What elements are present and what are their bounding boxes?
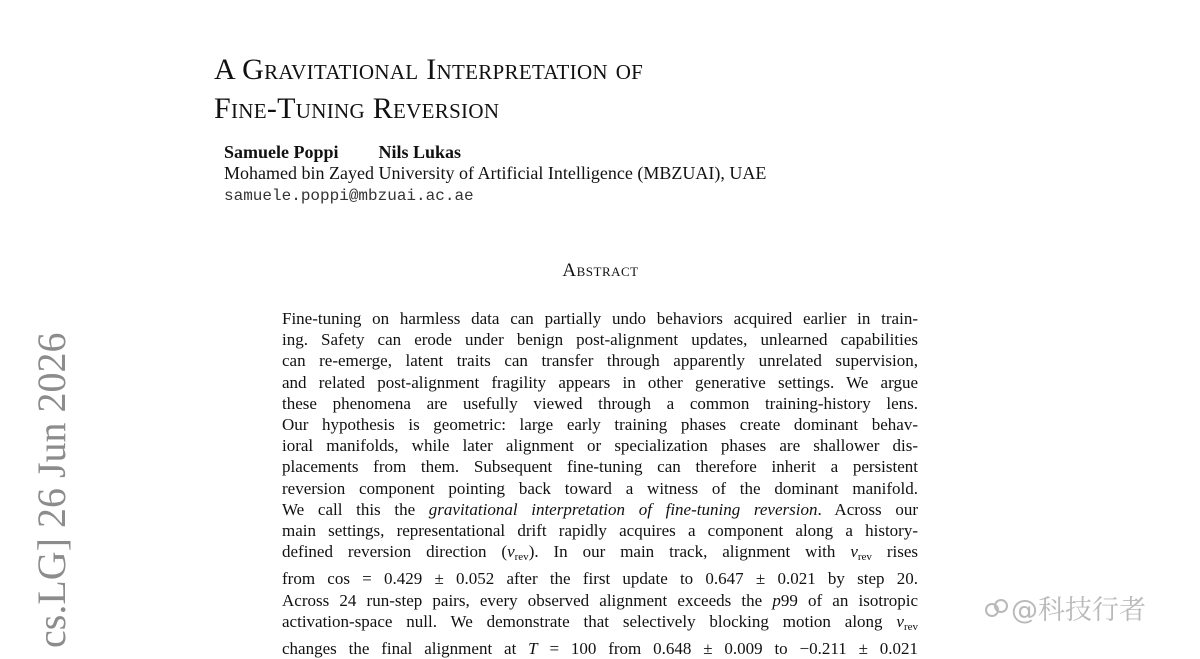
math-symbol: $v_{rev}$ [896, 611, 918, 633]
author-name: Nils Lukas [378, 142, 462, 162]
abstract-line: from cos = 0.429 ± 0.052 after the first update to 0.647 ± 0.021 by step 20. [282, 569, 918, 589]
abstract-line: can re-emerge, latent traits can transfer through apparently unrelated supervision, [282, 351, 918, 371]
abstract-line: main settings, representational drift rapidly acquires a component along a history- [282, 521, 918, 541]
abstract-line: these phenomena are usefully viewed through a common training-history lens. [282, 393, 918, 413]
abstract-line: ioral manifolds, while later alignment or specialization phases are shallower dis- [282, 436, 918, 456]
abstract-line: Fine-tuning on harmless data can partially undo behaviors acquired earlier in train- [282, 309, 918, 328]
abstract-line: activation-space null. We demonstrate that selectively blocking motion along $v_{rev}$ [282, 611, 918, 633]
abstract-line: changes the final alignment at T = 100 from 0.648 ± 0.009 to −0.211 ± 0.021 [282, 639, 918, 659]
math-symbol: $v_{rev}$ [850, 542, 872, 564]
affiliation: Mohamed bin Zayed University of Artificial Intelligence (MBZUAI), UAE [224, 163, 767, 183]
title-line-1: A Gravitational Interpretation of [214, 53, 644, 86]
watermark [985, 588, 1146, 627]
author-email: samuele.poppi@mbzuai.ac.ae [224, 187, 474, 205]
abstract-line: placements from them. Subsequent fine-tuning can therefore inherit a persistent [282, 457, 918, 477]
math-symbol: T [528, 639, 538, 659]
math-symbol: $v_{rev}$ [507, 542, 529, 564]
author-name: Samuele Poppi [224, 142, 339, 162]
watermark-logo-icon [985, 597, 1007, 619]
abstract-line: Our hypothesis is geometric: large early training phases create dominant behav- [282, 415, 918, 435]
watermark-text: @科技行者 [1011, 595, 1146, 626]
abstract-line: ing. Safety can erode under benign post-alignment updates, unlearned capabilities [282, 330, 918, 350]
emphasized-phrase: gravitational interpretation of fine-tuning reversion [428, 499, 818, 519]
title-line-2: Fine-Tuning Reversion [214, 92, 500, 125]
abstract-line: Across 24 run-step pairs, every observed alignment exceeds the p99 of an isotropic [282, 590, 919, 610]
math-symbol: p [772, 590, 781, 610]
author-list [224, 142, 501, 162]
abstract-body [282, 308, 918, 659]
abstract-heading: Abstract [562, 260, 639, 281]
abstract-line: defined reversion direction $(v_{rev})$. In our main track, alignment with $v_{rev}$ rises [282, 542, 918, 564]
paper-title [214, 50, 643, 128]
abstract-line: We call this the gravitational interpretation of fine-tuning reversion. Across our [282, 499, 918, 519]
abstract-line: and related post-alignment fragility appears in other generative settings. We argue [282, 372, 918, 392]
abstract-line: reversion component pointing back toward a witness of the dominant manifold. [282, 478, 918, 498]
arxiv-side-stamp: cs.LG] 26 Jun 2026 [29, 332, 74, 648]
